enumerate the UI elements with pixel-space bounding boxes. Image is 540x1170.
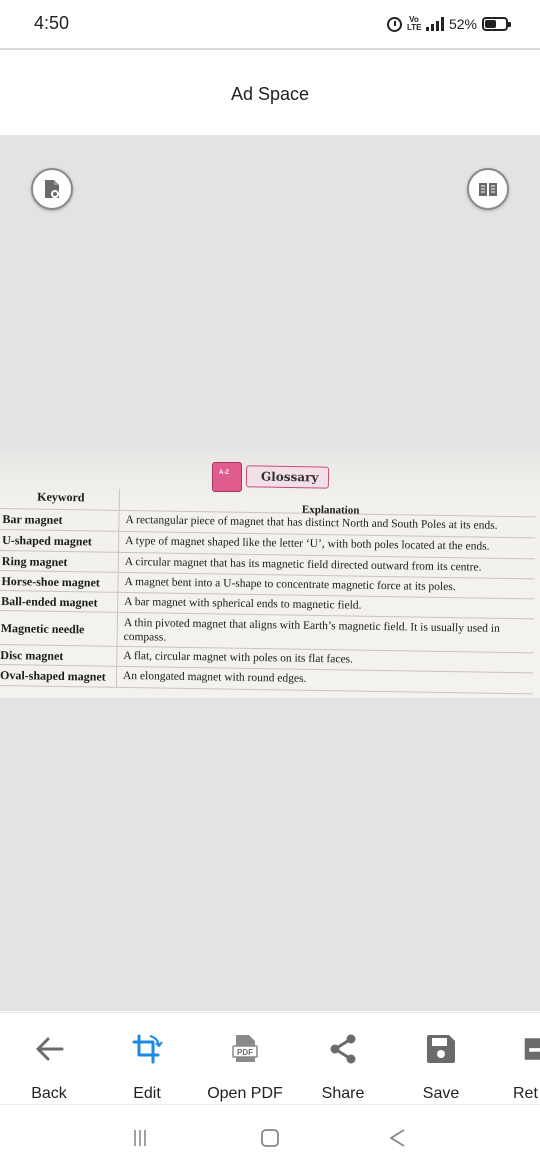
recent-apps-icon	[131, 1129, 149, 1147]
signal-icon	[426, 17, 444, 31]
ad-banner[interactable]	[0, 50, 540, 134]
row-keyword: Ball-ended magnet	[0, 591, 118, 612]
system-nav-bar	[0, 1104, 540, 1170]
back-label: Back	[31, 1085, 67, 1102]
row-explanation: A rectangular piece of magnet that has distinct North and South Poles at its ends.	[125, 513, 498, 532]
back-triangle-icon	[388, 1128, 408, 1148]
retake-label: Ret	[513, 1085, 538, 1102]
glossary-heading	[212, 462, 329, 492]
pdf-badge: PDF	[237, 1048, 253, 1057]
row-explanation: A flat, circular magnet with poles on its flat faces.	[123, 649, 354, 666]
scanned-page	[0, 452, 540, 698]
open-pdf-label: Open PDF	[207, 1085, 283, 1102]
retake-button[interactable]	[487, 1031, 540, 1103]
crop-icon	[130, 1032, 164, 1066]
status-time: 4:50	[34, 13, 70, 33]
row-keyword: Ring magnet	[0, 551, 119, 572]
row-explanation: A bar magnet with spherical ends to magnetic field.	[124, 595, 362, 612]
glossary-book-icon	[212, 462, 242, 492]
document-viewer[interactable]	[0, 135, 540, 1011]
row-keyword: Horse-shoe magnet	[0, 571, 119, 592]
save-button[interactable]	[393, 1031, 489, 1103]
home-button[interactable]	[250, 1125, 290, 1151]
alarm-icon	[387, 17, 402, 32]
header-explanation: Explanation	[301, 503, 360, 517]
retake-icon	[522, 1032, 540, 1066]
row-explanation: A thin pivoted magnet that aligns with Earth’s magnetic field. It is usually used in compass.	[123, 616, 500, 644]
home-icon	[260, 1128, 280, 1148]
share-label: Share	[321, 1085, 365, 1102]
read-mode-button[interactable]	[467, 168, 509, 210]
back-nav-button[interactable]	[378, 1125, 418, 1151]
row-keyword: Magnetic needle	[0, 611, 118, 646]
pdf-icon	[228, 1032, 262, 1066]
file-view-button[interactable]	[31, 168, 73, 210]
share-icon	[326, 1032, 360, 1066]
open-pdf-button[interactable]	[197, 1031, 293, 1103]
recent-apps-button[interactable]	[120, 1125, 160, 1151]
save-label: Save	[422, 1085, 460, 1102]
battery-icon	[482, 17, 508, 31]
save-icon	[424, 1032, 458, 1066]
row-explanation: A magnet bent into a U-shape to concentrate magnetic force at its poles.	[124, 575, 456, 594]
file-view-icon	[41, 178, 63, 200]
row-explanation: A circular magnet that has its magnetic field directed outward from its centre.	[124, 555, 482, 574]
row-keyword: Bar magnet	[0, 509, 120, 531]
edit-label: Edit	[133, 1085, 161, 1102]
back-button[interactable]	[1, 1031, 97, 1103]
battery-percent: 52%	[448, 16, 477, 32]
row-explanation: A type of magnet shaped like the letter ‘U’, with both poles located at the ends.	[125, 534, 490, 553]
row-keyword: Disc magnet	[0, 645, 118, 666]
share-button[interactable]	[295, 1031, 391, 1103]
header-keyword: Keyword	[0, 487, 120, 510]
volte-icon: Vo LTE	[406, 15, 422, 32]
book-read-icon	[477, 178, 499, 200]
status-bar	[0, 0, 540, 48]
action-bar	[0, 1012, 540, 1104]
status-icons	[387, 13, 508, 35]
row-keyword: U-shaped magnet	[0, 530, 119, 552]
ad-label: Ad Space	[230, 84, 310, 104]
row-keyword: Oval-shaped magnet	[0, 665, 117, 687]
row-explanation: An elongated magnet with round edges.	[122, 669, 307, 685]
edit-button[interactable]	[99, 1031, 195, 1103]
glossary-table	[0, 487, 536, 694]
arrow-left-icon	[32, 1032, 66, 1066]
glossary-title: Glossary	[246, 465, 330, 488]
